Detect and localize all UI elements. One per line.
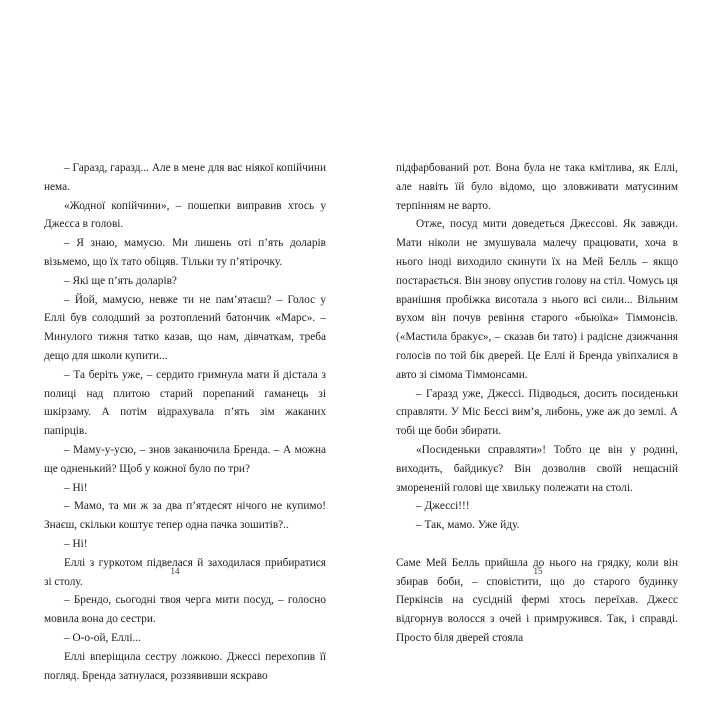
- paragraph: – Ні!: [64, 537, 88, 550]
- right-page: [360, 0, 720, 720]
- paragraph: – Брендо, сьогодні твоя черга мити посуд, – голосно мовила вона до сестри.: [44, 594, 326, 626]
- paragraph: – Які ще п’ять доларів?: [64, 274, 177, 287]
- paragraph: – Маму-у-усю, – знов заканючила Бренда. – А можна ще одненький? Щоб у кожної було по три?: [44, 443, 326, 475]
- paragraph: «Посиденьки справляти»! Тобто це він у родині, виходить, байдикує? Він дозволив своїй нещасній зморененій голові ще хвильку полежати на столі.: [396, 443, 678, 494]
- paragraph: підфарбований рот. Вона була не така кмітлива, як Еллі, але навіть їй було відомо, що зловживати матусиним терпінням не варто.: [396, 162, 678, 212]
- paragraph: «Жодної копійчини», – пошепки виправив хтось у Джесса в голові.: [44, 199, 326, 231]
- paragraph: – О-о-ой, Еллі...: [64, 631, 141, 644]
- left-page-text: [44, 159, 326, 685]
- paragraph: Еллі з гуркотом підвелася й заходилася прибиратися зі столу.: [44, 556, 326, 588]
- paragraph: Саме Мей Белль прийшла до нього на грядку, коли він збирав боби, – сповістити, що до старого будинку Перкінсів на сусідній фермі хтось переїхав. Джесс відгорнув волосся з очей і примружився. Так, і справді. Просто біля дверей стояла: [396, 556, 678, 644]
- paragraph: – Джессі!!!: [416, 500, 470, 513]
- paragraph: – Гаразд, гаразд... Але в мене для вас ніякої копійчини нема.: [44, 162, 326, 193]
- page-number-left: 14: [170, 566, 180, 576]
- paragraph: – Так, мамо. Уже йду.: [416, 519, 520, 532]
- paragraph: – Та беріть уже, – сердито гримнула мати й дістала з полиці над плитою старий порепаний гаманець зі шкірзаму. А потім відрахувала п’ять зім жаканих папірців.: [44, 368, 326, 438]
- paragraph: – Ні!: [64, 481, 88, 494]
- paragraph: – Йой, мамусю, невже ти не пам’ятаєш? – Голос у Еллі був солодший за розтоплений батончик «Марс». – Минулого тижня татко казав, що нам, дівчаткам, треба дещо для школи купити...: [44, 293, 326, 362]
- paragraph: Отже, посуд мити доведеться Джессові. Як завжди. Мати ніколи не змушувала малечу працювати, хоча в нього іноді виходило скинути їх на Мей Белль – якщо постарається. Він знову опустив голову на стіл. Чомусь ця вранішня пробіжка висотала з нього всі сили... Вільним вухом він почув ревіння старого «бьюїка» Тіммонсів. («Мастила бракує», – сказав би тато) і радісне дзижчання голосів по той бік дверей. Це Еллі й Бренда увіпхалися в авто зі сімома Тіммонсами.: [396, 218, 678, 381]
- paragraph: – Гаразд уже, Джессі. Підводься, досить посиденьки справляти. У Міс Бессі вим’я, либонь, уже аж до землі. А тобі ще боби збирати.: [396, 387, 678, 438]
- paragraph: – Мамо, та ми ж за два п’ятдесят нічого не купимо! Знаєш, скільки коштує тепер одна пачка зошитів?..: [44, 500, 326, 532]
- paragraph: – Я знаю, мамусю. Ми лишень оті п’ять доларів візьмемо, що їх тато обіцяв. Тільки ту п’ятірочку.: [44, 237, 326, 268]
- page-number-right: 15: [533, 566, 543, 576]
- paragraph: Еллі вперіщила сестру ложкою. Джессі перехопив її погляд. Бренда затнулася, роззявивши яскраво: [44, 650, 326, 682]
